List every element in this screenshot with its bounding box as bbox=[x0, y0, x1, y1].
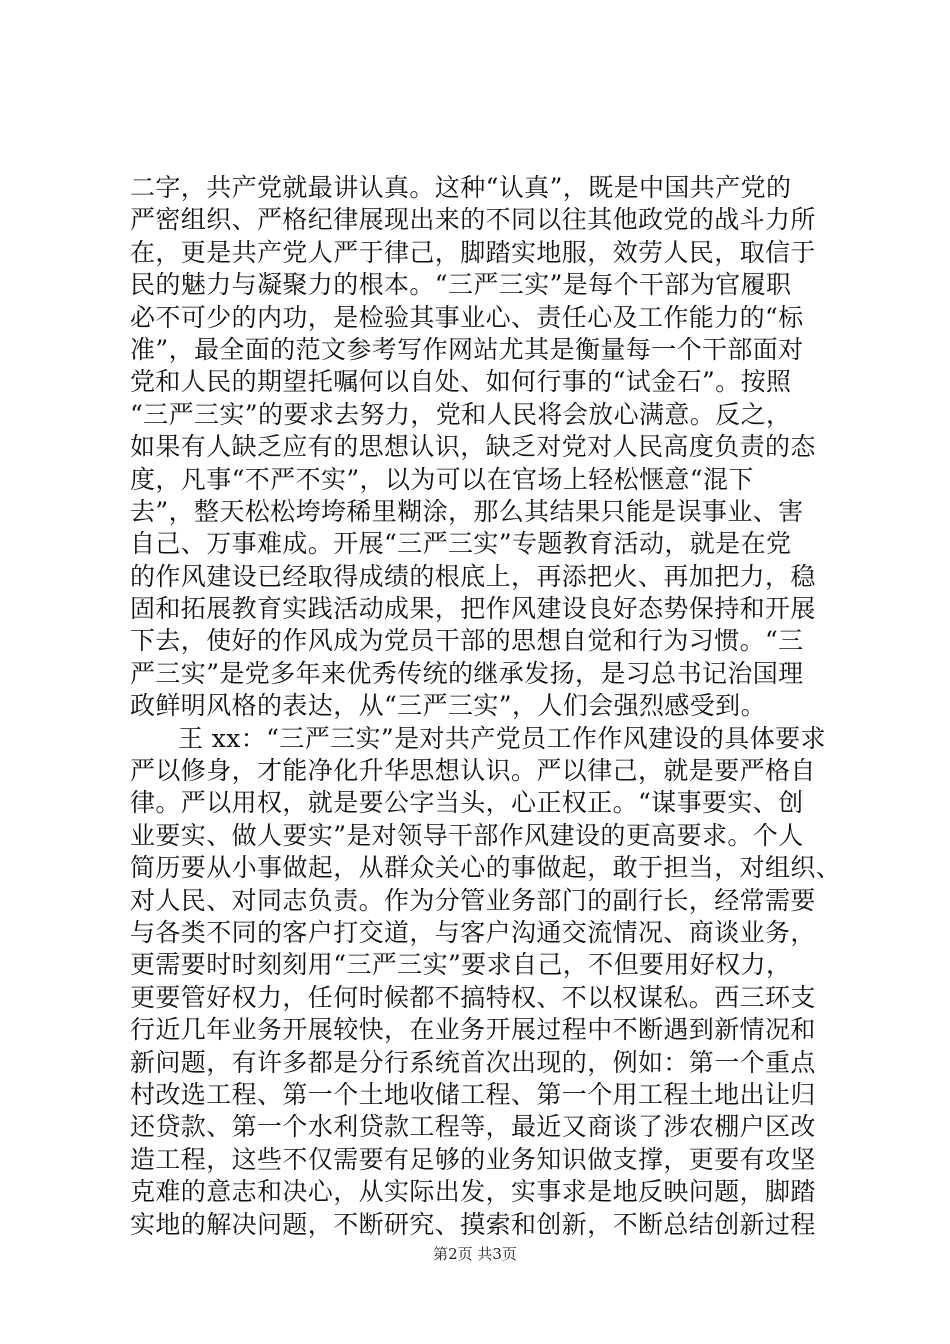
text-line: 村改选工程、第一个土地收储工程、第一个用工程土地出让归 bbox=[130, 1079, 816, 1109]
text-line: “三严三实”的要求去努力，党和人民将会放心满意。反之， bbox=[130, 399, 792, 429]
text-line: 二字，共产党就最讲认真。这种“认真”，既是中国共产党的 bbox=[130, 173, 792, 202]
paragraph-start-line: 王 xx：“三严三实”是对共产党员工作作风建设的具体要求 bbox=[178, 723, 826, 753]
text-line: 更要管好权力，任何时候都不搞特权、不以权谋私。西三环支 bbox=[130, 982, 816, 1012]
text-line: 党和人民的期望托嘱何以自处、如何行事的“试金石”。按照 bbox=[130, 367, 792, 397]
body-text bbox=[130, 172, 842, 1241]
text-line: 严三实”是党多年来优秀传统的继承发扬，是习总书记治国理 bbox=[130, 658, 804, 688]
text-line: 业要实、做人要实”是对领导干部作风建设的更高要求。个人 bbox=[130, 820, 804, 850]
text-line: 行近几年业务开展较快，在业务开展过程中不断遇到新情况和 bbox=[130, 1015, 816, 1045]
text-line: 对人民、对同志负责。作为分管业务部门的副行长，经常需要 bbox=[130, 885, 816, 915]
text-line: 的作风建设已经取得成绩的根底上，再添把火、再加把力，稳 bbox=[130, 561, 816, 591]
text-line: 还贷款、第一个水利贷款工程等，最近又商谈了涉农棚户区改 bbox=[130, 1112, 816, 1142]
text-line: 克难的意志和决心，从实际出发，实事求是地反映问题，脚踏 bbox=[130, 1177, 816, 1207]
text-line: 固和拓展教育实践活动成果，把作风建设良好态势保持和开展 bbox=[130, 594, 816, 624]
text-line: 政鲜明风格的表达，从“三严三实”，人们会强烈感受到。 bbox=[130, 691, 766, 721]
text-line: 去”，整天松松垮垮稀里糊涂，那么其结果只能是误事业、害 bbox=[130, 496, 804, 526]
page-footer bbox=[0, 1243, 950, 1264]
text-line: 度，凡事“不严不实”，以为可以在官场上轻松惬意“混下 bbox=[130, 464, 754, 494]
text-line: 更需要时时刻刻用“三严三实”要求自己，不但要用好权力， bbox=[130, 950, 792, 980]
text-line: 实地的解决问题，不断研究、摸索和创新，不断总结创新过程 bbox=[130, 1209, 816, 1239]
text-line: 律。严以用权，就是要公字当头，心正权正。“谋事要实、创 bbox=[130, 788, 804, 818]
text-line: 如果有人缺乏应有的思想认识，缺乏对党对人民高度负责的态 bbox=[130, 432, 816, 462]
text-line: 严以修身，才能净化升华思想认识。严以律己，就是要严格自 bbox=[130, 756, 816, 786]
text-line: 严密组织、严格纪律展现出来的不同以往其他政党的战斗力所 bbox=[130, 205, 816, 235]
text-line: 与各类不同的客户打交道，与客户沟通交流情况、商谈业务， bbox=[130, 917, 816, 947]
text-line: 简历要从小事做起，从群众关心的事做起，敢于担当，对组织、 bbox=[130, 853, 842, 883]
text-line: 民的魅力与凝聚力的根本。“三严三实”是每个干部为官履职 bbox=[130, 270, 792, 300]
text-line: 下去，使好的作风成为党员干部的思想自觉和行为习惯。“三 bbox=[130, 626, 804, 656]
text-line: 新问题，有许多都是分行系统首次出现的，例如：第一个重点 bbox=[130, 1047, 816, 1077]
text-line: 必不可少的内功，是检验其事业心、责任心及工作能力的“标 bbox=[130, 302, 804, 332]
text-line: 自己、万事难成。开展“三严三实”专题教育活动，就是在党 bbox=[130, 529, 792, 559]
text-line: 在，更是共产党人严于律己，脚踏实地服，效劳人民，取信于 bbox=[130, 237, 816, 267]
page-number: 第2页 共3页 bbox=[433, 1245, 517, 1263]
text-line: 准”，最全面的范文参考写作网站尤其是衡量每一个干部面对 bbox=[130, 334, 804, 364]
text-line: 造工程，这些不仅需要有足够的业务知识做支撑，更要有攻坚 bbox=[130, 1144, 816, 1174]
